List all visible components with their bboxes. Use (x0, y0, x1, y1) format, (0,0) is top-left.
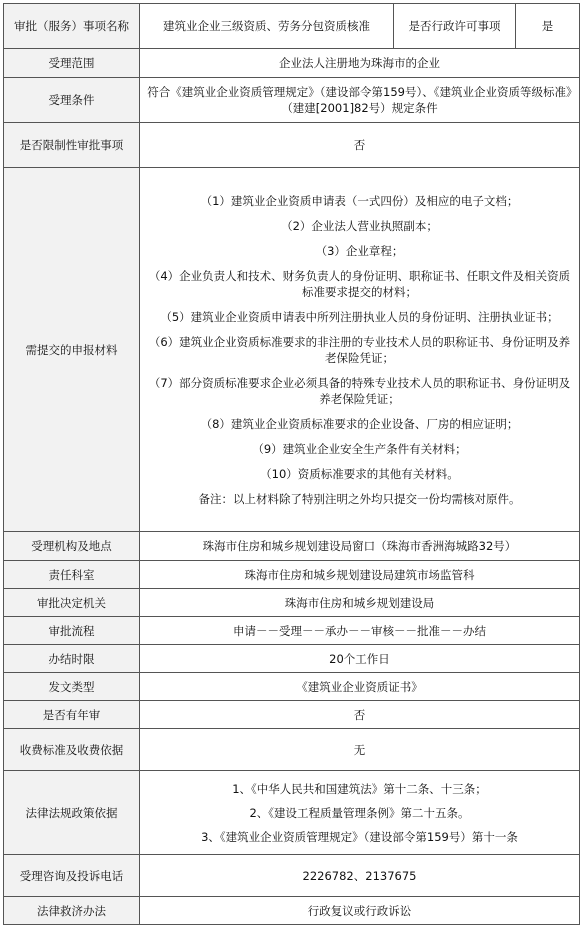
legal-basis-label: 法律法规政策依据 (4, 771, 140, 855)
materials-list (140, 168, 580, 532)
material-item: （3）企业章程； (315, 243, 404, 258)
process-label: 审批流程 (4, 617, 140, 645)
deadline-value: 20个工作日 (140, 645, 580, 673)
contact-row (4, 855, 580, 897)
process-value: 申请－－受理－－承办－－审核－－批准－－办结 (140, 617, 580, 645)
scope-value: 企业法人注册地为珠海市的企业 (140, 49, 580, 78)
agency-row (4, 532, 580, 561)
fees-row (4, 729, 580, 771)
conditions-value: 符合《建筑业企业资质管理规定》（建设部令第159号）、《建筑业企业资质等级标准》（建建[2001]82号）规定条件 (140, 78, 580, 123)
material-item: （6）建筑业企业资质标准要求的非注册的专业技术人员的职称证书、身份证明及养老保险凭证； (148, 334, 571, 365)
process-row (4, 617, 580, 645)
item-name-label: 审批（服务）事项名称 (4, 4, 140, 49)
restrictive-value: 否 (140, 123, 580, 168)
material-item: （1）建筑业企业资质申请表（一式四份）及相应的电子文档； (200, 193, 519, 208)
annual-review-value: 否 (140, 701, 580, 729)
approval-info-table (3, 3, 580, 925)
material-item: （7）部分资质标准要求企业必须具备的特殊专业技术人员的职称证书、身份证明及养老保险凭证； (148, 375, 571, 406)
restrictive-label: 是否限制性审批事项 (4, 123, 140, 168)
conditions-row (4, 78, 580, 123)
restrictive-row (4, 123, 580, 168)
contact-label: 受理咨询及投诉电话 (4, 855, 140, 897)
contact-value: 2226782、2137675 (140, 855, 580, 897)
materials-label: 需提交的申报材料 (4, 168, 140, 532)
material-item: （10）资质标准要求的其他有关材料。 (260, 466, 459, 481)
deadline-label: 办结时限 (4, 645, 140, 673)
material-item: （2）企业法人营业执照副本； (281, 218, 438, 233)
scope-label: 受理范围 (4, 49, 140, 78)
remedy-row (4, 897, 580, 925)
certificate-value: 《建筑业企业资质证书》 (140, 673, 580, 701)
scope-row (4, 49, 580, 78)
header-row (4, 4, 580, 49)
administrative-license-label: 是否行政许可事项 (394, 4, 516, 49)
department-value: 珠海市住房和城乡规划建设局建筑市场监管科 (140, 561, 580, 589)
annual-review-label: 是否有年审 (4, 701, 140, 729)
legal-basis-row (4, 771, 580, 855)
material-item: （9）建筑业企业安全生产条件有关材料； (252, 441, 467, 456)
material-item: （4）企业负责人和技术、财务负责人的身份证明、职称证书、任职文件及相关资质标准要求提交的材料； (148, 268, 571, 299)
remedy-label: 法律救济办法 (4, 897, 140, 925)
authority-row (4, 589, 580, 617)
materials-row (4, 168, 580, 532)
agency-label: 受理机构及地点 (4, 532, 140, 561)
administrative-license-value: 是 (516, 4, 580, 49)
certificate-label: 发文类型 (4, 673, 140, 701)
material-item: （5）建筑业企业资质申请表中所列注册执业人员的身份证明、注册执业证书； (160, 309, 559, 324)
legal-basis-item: 2、《建设工程质量管理条例》第二十五条。 (249, 805, 470, 820)
fees-value: 无 (140, 729, 580, 771)
authority-value: 珠海市住房和城乡规划建设局 (140, 589, 580, 617)
remedy-value: 行政复议或行政诉讼 (140, 897, 580, 925)
fees-label: 收费标准及收费依据 (4, 729, 140, 771)
department-label: 责任科室 (4, 561, 140, 589)
deadline-row (4, 645, 580, 673)
conditions-label: 受理条件 (4, 78, 140, 123)
legal-basis-list (140, 771, 580, 855)
certificate-row (4, 673, 580, 701)
legal-basis-item: 3、《建筑业企业资质管理规定》（建设部令第159号）第十一条 (201, 829, 518, 844)
department-row (4, 561, 580, 589)
agency-value: 珠海市住房和城乡规划建设局窗口（珠海市香洲海城路32号） (140, 532, 580, 561)
annual-review-row (4, 701, 580, 729)
authority-label: 审批决定机关 (4, 589, 140, 617)
item-name-value: 建筑业企业三级资质、劳务分包资质核准 (140, 4, 394, 49)
material-item: （8）建筑业企业资质标准要求的企业设备、厂房的相应证明； (200, 416, 519, 431)
materials-note: 备注：以上材料除了特别注明之外均只提交一份均需核对原件。 (198, 491, 521, 506)
legal-basis-item: 1、《中华人民共和国建筑法》第十二条、十三条； (232, 781, 487, 796)
